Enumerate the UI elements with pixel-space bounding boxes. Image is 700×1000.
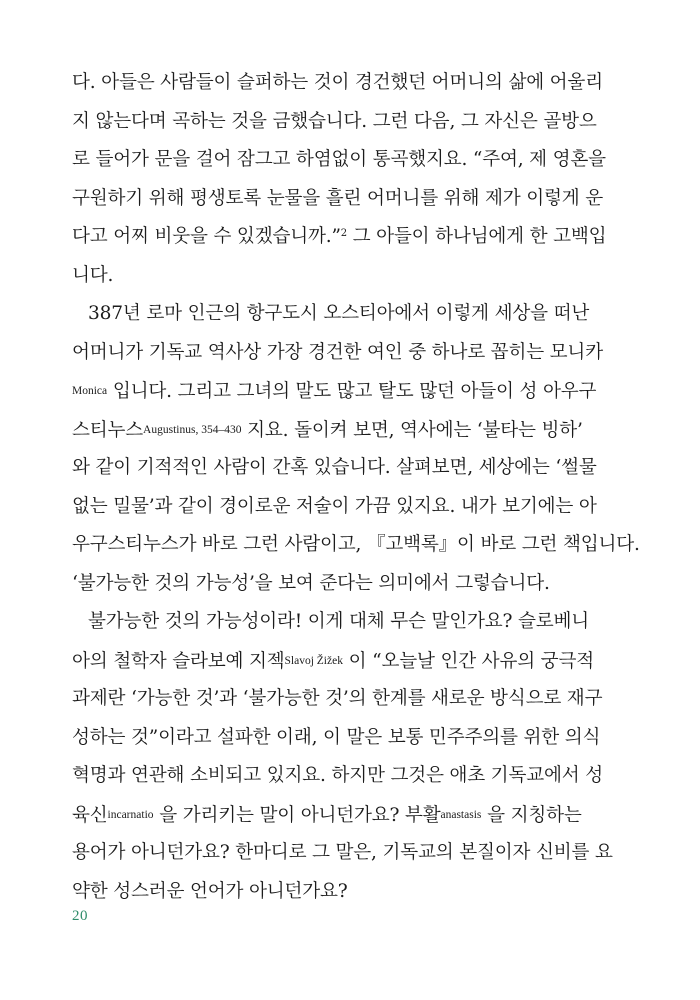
text-line: 니다. bbox=[72, 264, 114, 286]
text-line: 없는 밀물’과 같이 경이로운 저술이 가끔 있지요. 내가 보기에는 아 bbox=[72, 495, 597, 517]
paragraph-1 bbox=[72, 64, 607, 295]
latin-term: incarnatio bbox=[107, 808, 154, 821]
text-segment: 이 “오늘날 인간 사유의 궁극적 bbox=[342, 650, 594, 672]
text-line bbox=[72, 411, 583, 450]
text-line: 다. 아들은 사람들이 슬퍼하는 것이 경건했던 어머니의 삶에 어울리 bbox=[72, 72, 603, 93]
text-line: 와 같이 기적적인 사람이 간혹 있습니다. 살펴보면, 세상에는 ‘썰물 bbox=[72, 457, 597, 478]
latin-term: Slavoj Žižek bbox=[284, 654, 343, 667]
text-line: 불가능한 것의 가능성이라! 이게 대체 무슨 말인가요? 슬로베니 bbox=[88, 611, 590, 632]
text-line: ‘불가능한 것의 가능성’을 보여 준다는 의미에서 그렇습니다. bbox=[72, 572, 550, 594]
page-number: 20 bbox=[72, 908, 88, 924]
latin-term: Augustinus, 354–430 bbox=[143, 423, 242, 436]
latin-term: Monica bbox=[72, 385, 108, 397]
text-line: 혁명과 연관해 소비되고 있지요. 하지만 그것은 애초 기독교에서 성 bbox=[72, 765, 603, 786]
text-line bbox=[72, 642, 594, 681]
text-segment: 입니다. 그리고 그녀의 말도 많고 탈도 많던 아들이 성 아우구 bbox=[107, 381, 597, 402]
text-segment: 육신 bbox=[72, 804, 108, 826]
text-segment: 을 가리키는 말이 아니던가요? 부활 bbox=[153, 804, 441, 826]
latin-term: anastasis bbox=[440, 808, 482, 821]
text-line: 약한 성스러운 언어가 아니던가요? bbox=[72, 880, 348, 902]
text-line bbox=[72, 218, 607, 257]
footnote-marker: 2 bbox=[340, 228, 347, 239]
text-line: 구원하기 위해 평생토록 눈물을 흘린 어머니를 위해 제가 이렇게 운 bbox=[72, 187, 603, 209]
text-line: 우구스티누스가 바로 그런 사람이고, 『고백록』이 바로 그런 책입니다. bbox=[72, 534, 640, 555]
text-line: 성하는 것”이라고 설파한 이래, 이 말은 보통 민주주의를 위한 의식 bbox=[72, 726, 601, 748]
text-line: 과제란 ‘가능한 것’과 ‘불가능한 것’의 한계를 새로운 방식으로 재구 bbox=[72, 688, 603, 709]
body-text bbox=[72, 64, 640, 911]
paragraph-3 bbox=[72, 603, 613, 911]
text-line: 로 들어가 문을 걸어 잠그고 하염없이 통곡했지요. “주여, 제 영혼을 bbox=[72, 149, 606, 170]
text-segment: 을 지칭하는 bbox=[481, 804, 582, 826]
text-line: 어머니가 기독교 역사상 가장 경건한 여인 중 하나로 꼽히는 모니카 bbox=[72, 341, 603, 363]
text-line: 용어가 아니던가요? 한마디로 그 말은, 기독교의 본질이자 신비를 요 bbox=[72, 842, 613, 863]
text-line: 387년 로마 인근의 항구도시 오스티아에서 이렇게 세상을 떠난 bbox=[88, 303, 590, 324]
text-segment: 스티누스 bbox=[72, 419, 144, 441]
text-line: 지 않는다며 곡하는 것을 금했습니다. 그런 다음, 그 자신은 골방으 bbox=[72, 110, 597, 132]
text-segment: 그 아들이 하나님에게 한 고백입 bbox=[346, 226, 607, 247]
text-segment: 아의 철학자 슬라보예 지젝 bbox=[72, 650, 285, 672]
text-line bbox=[72, 796, 582, 835]
text-segment: 지요. 돌이켜 보면, 역사에는 ‘불타는 빙하’ bbox=[241, 419, 583, 441]
paragraph-2 bbox=[72, 295, 640, 603]
text-line bbox=[72, 372, 597, 411]
text-segment: 다고 어찌 비웃을 수 있겠습니까.” bbox=[72, 226, 341, 247]
